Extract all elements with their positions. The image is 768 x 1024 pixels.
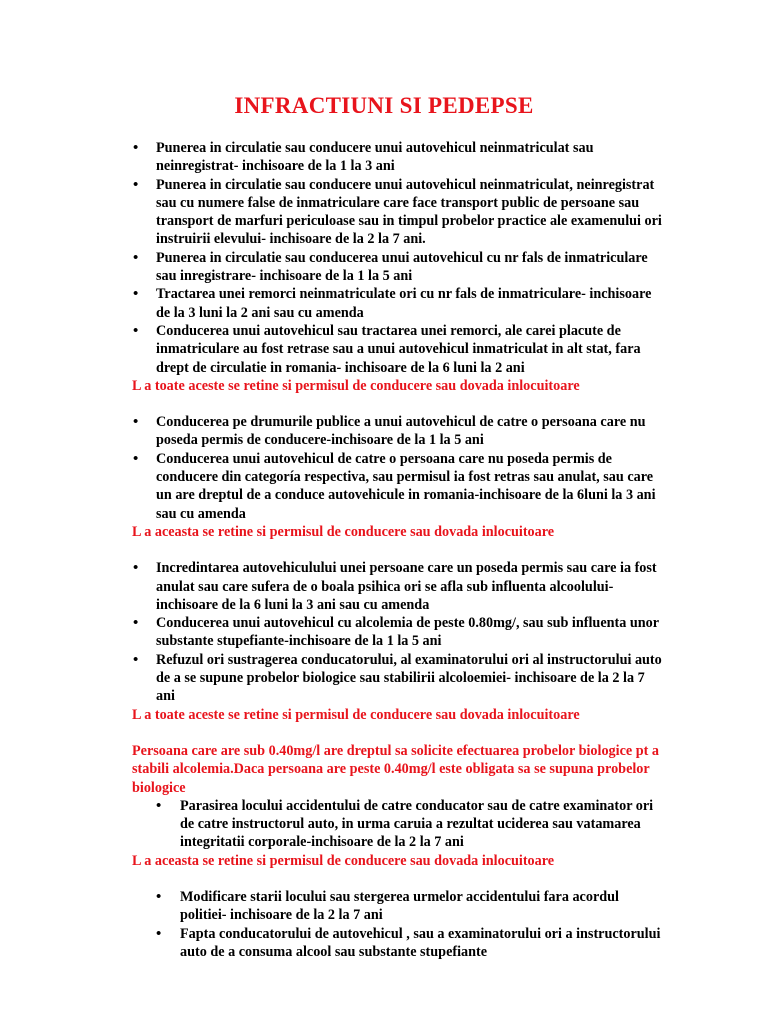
list-item: • Conducerea unui autovehicul sau tractarea unei remorci, ale carei placute de inmatriculare au fost retrase sau a unui autovehicul inmatriculat in alt stat, fara drept de circulatie in romania- inchisoare de la 6 luni la 2 ani: [132, 322, 662, 377]
list-item: • Punerea in circulatie sau conducere unui autovehicul neinmatriculat, neinregistrat sau cu numere false de inmatriculare care face transport public de persoane sau transport de marfuri periculoase sau in timpul probelor practice ale examenului ori instruirii elevului- inchisoare de la 2 la 7 ani.: [132, 176, 662, 249]
section-5-list: [132, 888, 662, 961]
spacer: [132, 870, 662, 888]
section-4-note: L a aceasta se retine si permisul de conducere sau dovada inlocuitoare: [132, 852, 555, 869]
spacer: [132, 724, 662, 742]
list-item: • Conducerea pe drumurile publice a unui autovehicul de catre o persoana care nu poseda permis de conducere-inchisoare de la 1 la 5 ani: [132, 413, 662, 450]
section-1-list: [132, 139, 662, 377]
list-item: • Punerea in circulatie sau conducerea unui autovehicul cu nr fals de inmatriculare sau inregistrare- inchisoare de la 1 la 5 ani: [132, 249, 662, 286]
list-item: • Modificare starii locului sau stergerea urmelor accidentului fara acordul politiei- inchisoare de la 2 la 7 ani: [132, 888, 662, 925]
document-body: [132, 139, 662, 961]
list-item: • Tractarea unei remorci neinmatriculate ori cu nr fals de inmatriculare- inchisoare de la 3 luni la 2 ani sau cu amenda: [132, 285, 662, 322]
list-item: • Conducerea unui autovehicul de catre o persoana care nu poseda permis de conducere din categoría respectiva, sau permisul ia fost retras sau anulat, sau care un are dreptul de a conduce autovehicule in romania-inchisoare de la 6luni la 3 ani sau cu amenda: [132, 450, 662, 523]
list-item: • Fapta conducatorului de autovehicul , sau a examinatorului ori a instructorului auto de a consuma alcool sau substante stupefiante: [132, 925, 662, 962]
list-item: • Punerea in circulatie sau conducere unui autovehicul neinmatriculat sau neinregistrat- inchisoare de la 1 la 3 ani: [132, 139, 662, 176]
section-1-note: L a toate aceste se retine si permisul de conducere sau dovada inlocuitoare: [132, 377, 580, 394]
spacer: [132, 541, 662, 559]
section-4-list: [132, 797, 662, 852]
document-title: INFRACTIUNI SI PEDEPSE: [234, 93, 534, 118]
section-3-note: L a toate aceste se retine si permisul de conducere sau dovada inlocuitoare: [132, 706, 580, 723]
list-item: • Conducerea unui autovehicul cu alcolemia de peste 0.80mg/, sau sub influenta unor substante stupefiante-inchisoare de la 1 la 5 ani: [132, 614, 662, 651]
section-3-list: [132, 559, 662, 705]
list-item: • Incredintarea autovehiculului unei persoane care un poseda permis sau care ia fost anulat sau care sufera de o boala psihica ori se afla sub influenta alcoolului-inchisoare de la 6 luni la 3 ani sau cu amenda: [132, 559, 662, 614]
section-2-list: [132, 413, 662, 523]
list-item: • Refuzul ori sustragerea conducatorului, al examinatorului ori al instructorului auto de a se supune probelor biologice sau stabilirii alcoloemiei- inchisoare de la 2 la 7 ani: [132, 651, 662, 706]
section-2-note: L a aceasta se retine si permisul de conducere sau dovada inlocuitoare: [132, 523, 555, 540]
list-item: • Parasirea locului accidentului de catre conducator sau de catre examinator ori de catre instructorul auto, in urma caruia a rezultat uciderea sau vatamarea integritatii corporale-inchisoare de la 2 la 7 ani: [132, 797, 662, 852]
section-4-intro: Persoana care are sub 0.40mg/l are dreptul sa solicite efectuarea probelor biologice pt a stabili alcolemia.Daca persoana are peste 0.40mg/l este obligata sa se supuna probelor biologice: [132, 742, 659, 796]
spacer: [132, 395, 662, 413]
